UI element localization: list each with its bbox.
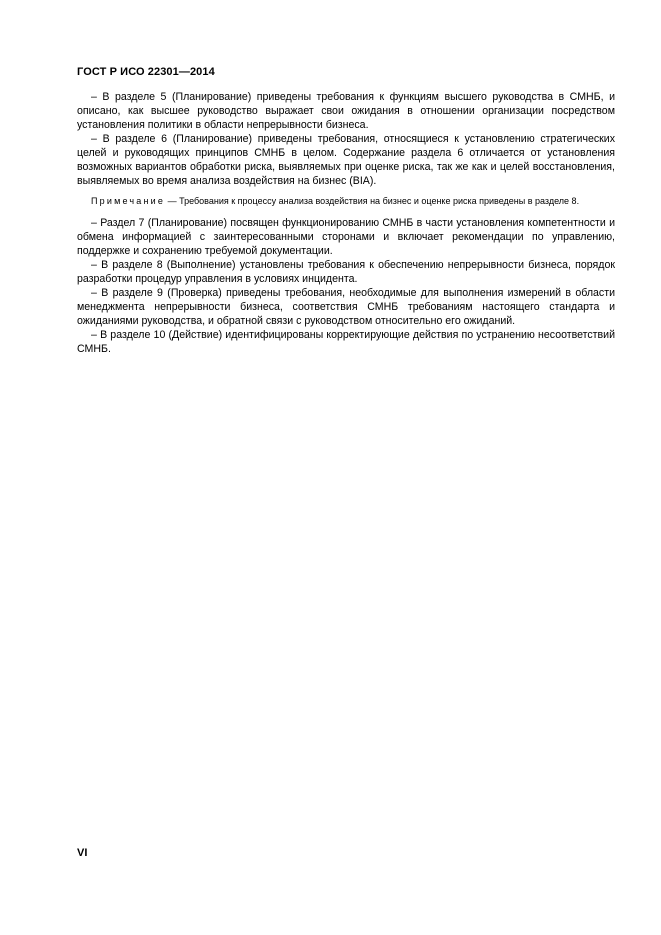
note-text: — Требования к процессу анализа воздействия на бизнес и оценке риска приведены в разделе 8. bbox=[165, 196, 580, 206]
note-label: Примечание bbox=[91, 196, 166, 206]
paragraph-section-6: – В разделе 6 (Планирование) приведены требования, относящиеся к установлению стратегических целей и руководящих принципов СМНБ в целом. Содержание раздела 6 отличается от установления возможных вариантов обработки риска, выявляемых при оценке риска, так же как и целей восстановления, выявляемых во время анализа воздействия на бизнес (BIA). bbox=[77, 133, 615, 187]
page-number: VI bbox=[77, 847, 88, 859]
document-body bbox=[77, 90, 615, 356]
document-header-title: ГОСТ Р ИСО 22301—2014 bbox=[77, 66, 215, 78]
paragraph-section-10: – В разделе 10 (Действие) идентифицированы корректирующие действия по устранению несоответствий СМНБ. bbox=[77, 328, 615, 355]
note bbox=[77, 195, 615, 208]
paragraph-section-9: – В разделе 9 (Проверка) приведены требования, необходимые для выполнения измерений в области менеджмента непрерывности бизнеса, соответствия СМНБ требованиям настоящего стандарта и ожиданиями руководства, и обратной связи с руководством относительно его ожиданий. bbox=[77, 286, 615, 327]
paragraph-section-5: – В разделе 5 (Планирование) приведены требования к функциям высшего руководства в СМНБ, и описано, как высшее руководство выражает свои ожидания в отношении организации посредством установления политики в области непрерывности бизнеса. bbox=[77, 91, 615, 131]
paragraph-section-7: – Раздел 7 (Планирование) посвящен функционированию СМНБ в части установления компетентности и обмена информацией с заинтересованными сторонами и включает рекомендации по управлению, поддержке и сохранению требуемой документации. bbox=[77, 216, 615, 257]
paragraph-section-8: – В разделе 8 (Выполнение) установлены требования к обеспечению непрерывности бизнеса, порядок разработки процедур управления в условиях инцидента. bbox=[77, 258, 615, 285]
